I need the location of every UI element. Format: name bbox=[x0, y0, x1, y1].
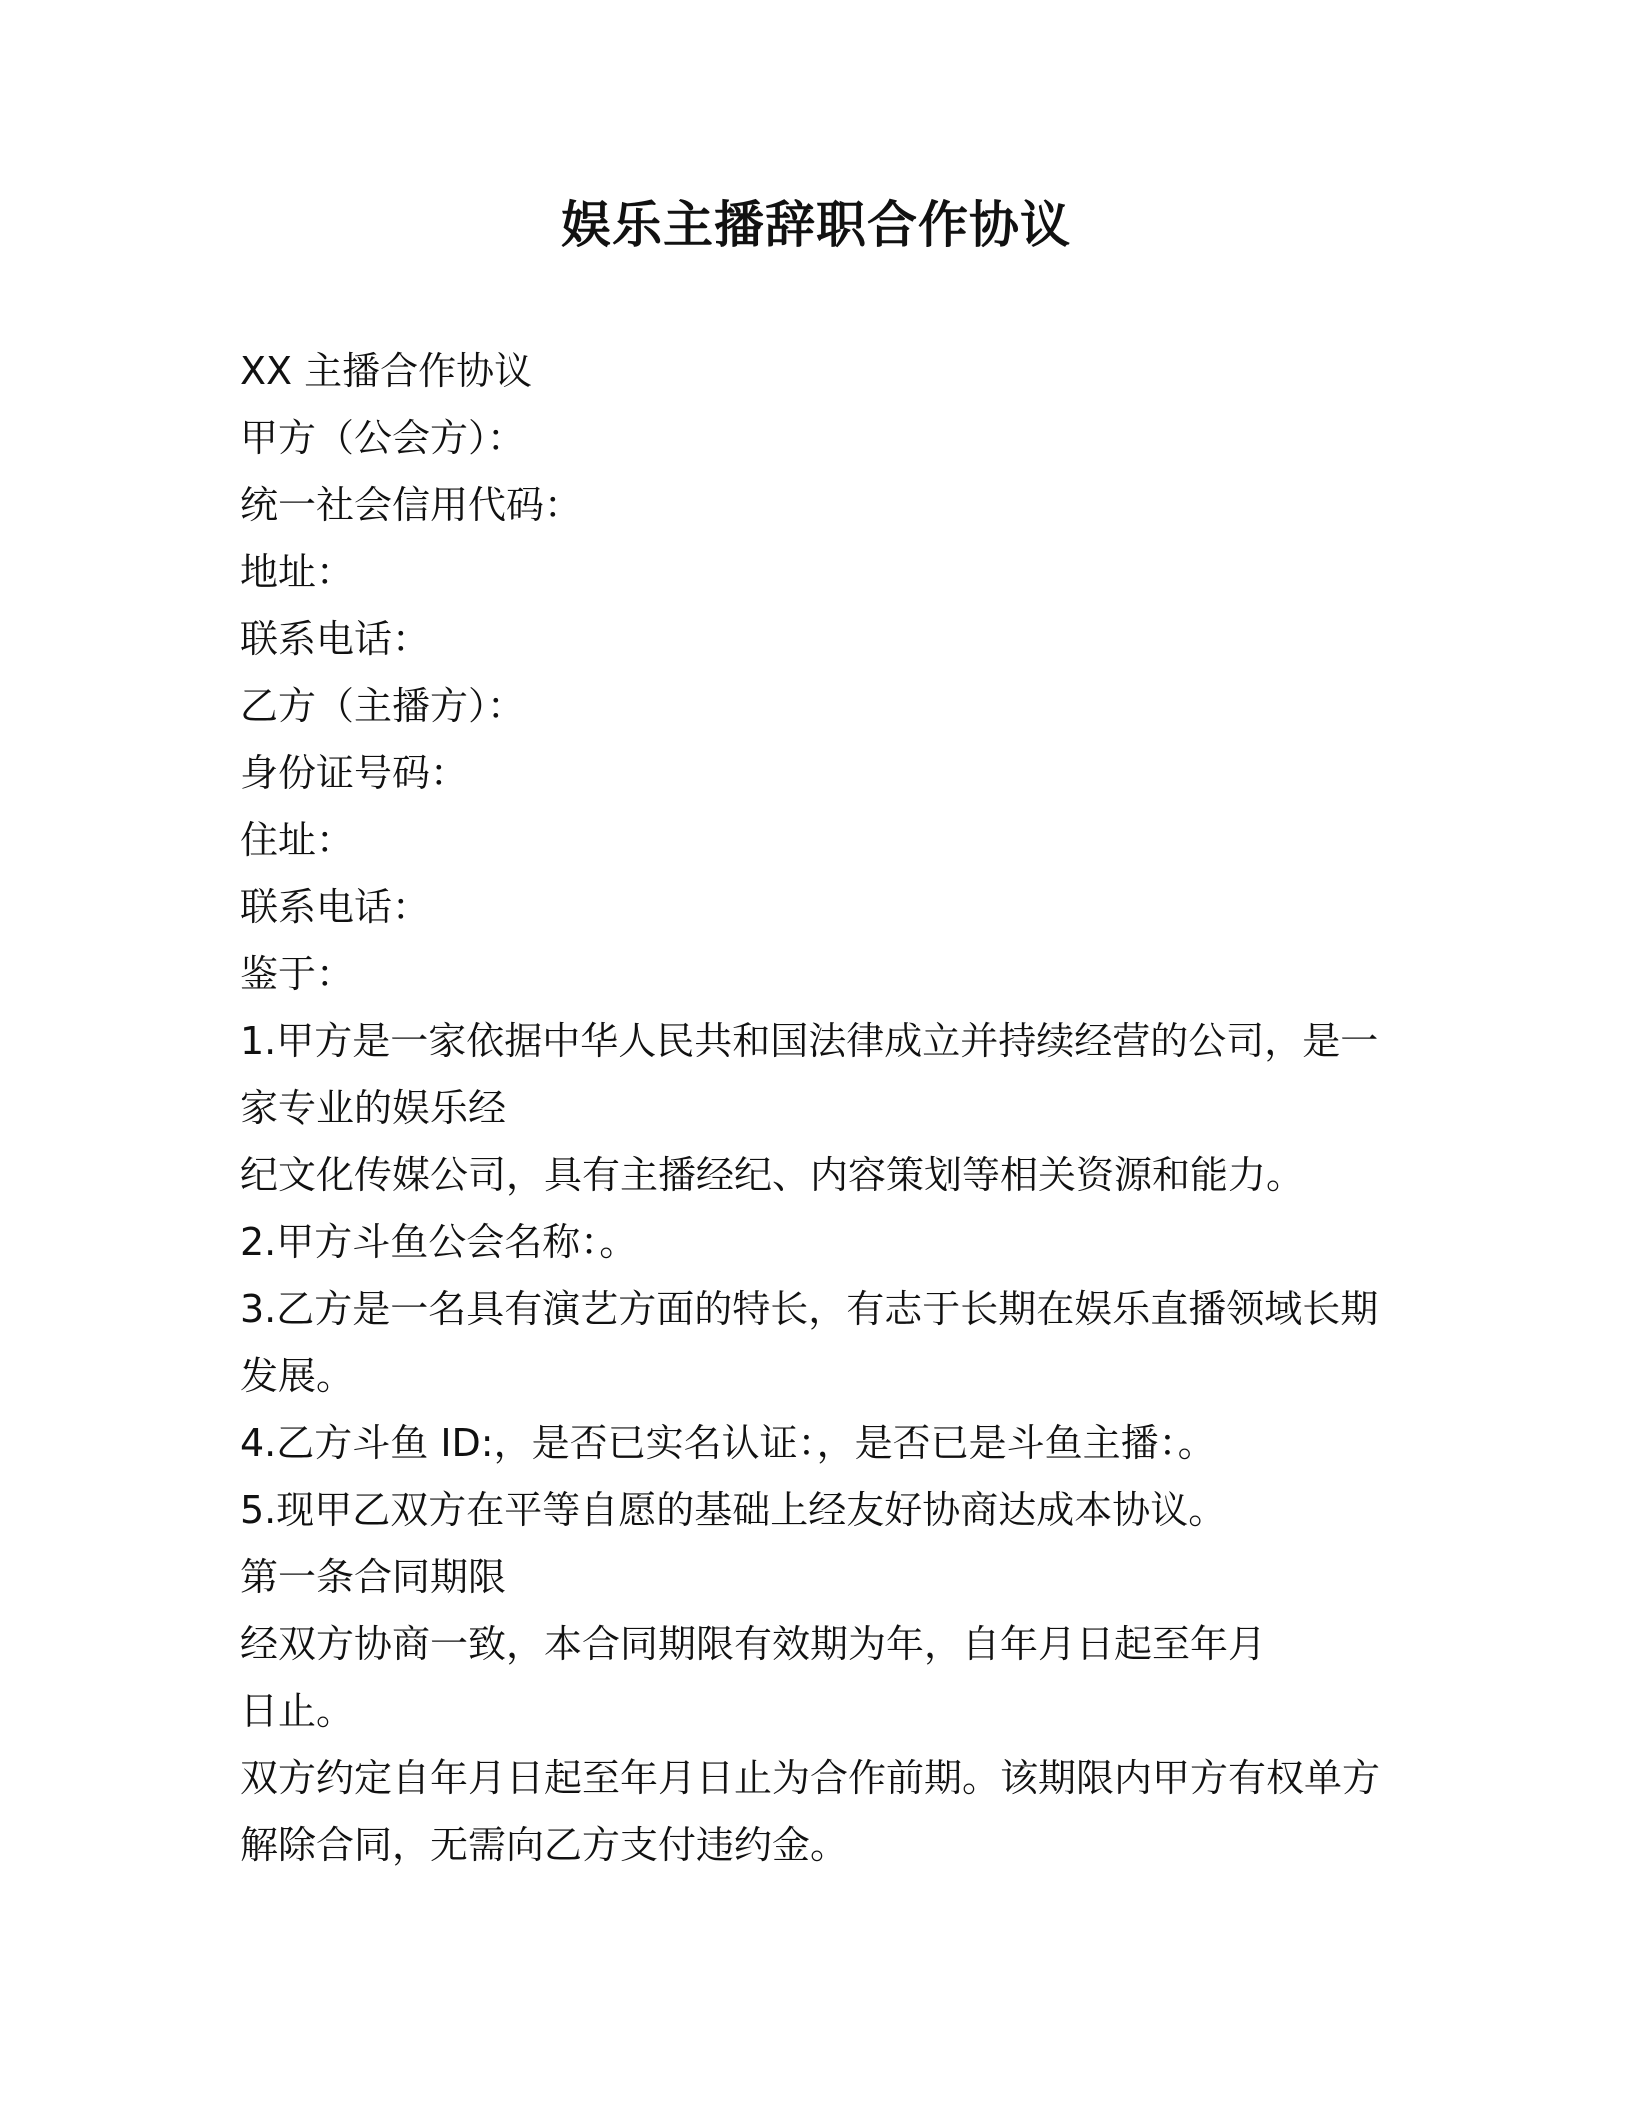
whereas-item-3-line-2: 发展。 bbox=[240, 1354, 355, 1398]
party-a-label: 甲方（公会方）： bbox=[240, 416, 526, 460]
party-b-residence-label: 住址： bbox=[240, 818, 355, 862]
party-b-label: 乙方（主播方）： bbox=[240, 684, 526, 728]
whereas-item-1-line-3: 纪文化传媒公司，具有主播经纪、内容策划等相关资源和能力。 bbox=[240, 1153, 1305, 1197]
document-title: 娱乐主播辞职合作协议 bbox=[561, 196, 1071, 254]
party-b-phone-label: 联系电话： bbox=[240, 885, 431, 929]
agreement-subtitle: XX 主播合作协议 bbox=[240, 349, 533, 393]
id-number-label: 身份证号码： bbox=[240, 751, 469, 795]
credit-code-label: 统一社会信用代码： bbox=[240, 483, 583, 527]
document-body bbox=[240, 338, 1380, 1879]
article-1-para-1-line-1: 经双方协商一致，本合同期限有效期为年，自年月日起至年月 bbox=[240, 1622, 1267, 1666]
article-1-para-2-line-1: 双方约定自年月日起至年月日止为合作前期。该期限内甲方有权单方 bbox=[240, 1756, 1381, 1800]
article-1-para-2-line-2: 解除合同，无需向乙方支付违约金。 bbox=[240, 1823, 849, 1867]
whereas-item-4: 4.乙方斗鱼 ID:，是否已实名认证：，是否已是斗鱼主播：。 bbox=[240, 1421, 1216, 1465]
whereas-item-5: 5.现甲乙双方在平等自愿的基础上经友好协商达成本协议。 bbox=[240, 1488, 1227, 1532]
party-a-phone-label: 联系电话： bbox=[240, 617, 431, 661]
article-1-para-1-line-2: 日止。 bbox=[240, 1689, 355, 1733]
article-1-heading: 第一条合同期限 bbox=[240, 1555, 507, 1599]
whereas-item-1-line-2: 家专业的娱乐经 bbox=[240, 1086, 507, 1130]
party-a-address-label: 地址： bbox=[240, 550, 355, 594]
whereas-item-1-line-1: 1.甲方是一家依据中华人民共和国法律成立并持续经营的公司，是一 bbox=[240, 1019, 1379, 1063]
whereas-item-2: 2.甲方斗鱼公会名称：。 bbox=[240, 1220, 638, 1264]
whereas-item-3-line-1: 3.乙方是一名具有演艺方面的特长，有志于长期在娱乐直播领域长期 bbox=[240, 1287, 1379, 1331]
whereas-heading: 鉴于： bbox=[240, 952, 355, 996]
